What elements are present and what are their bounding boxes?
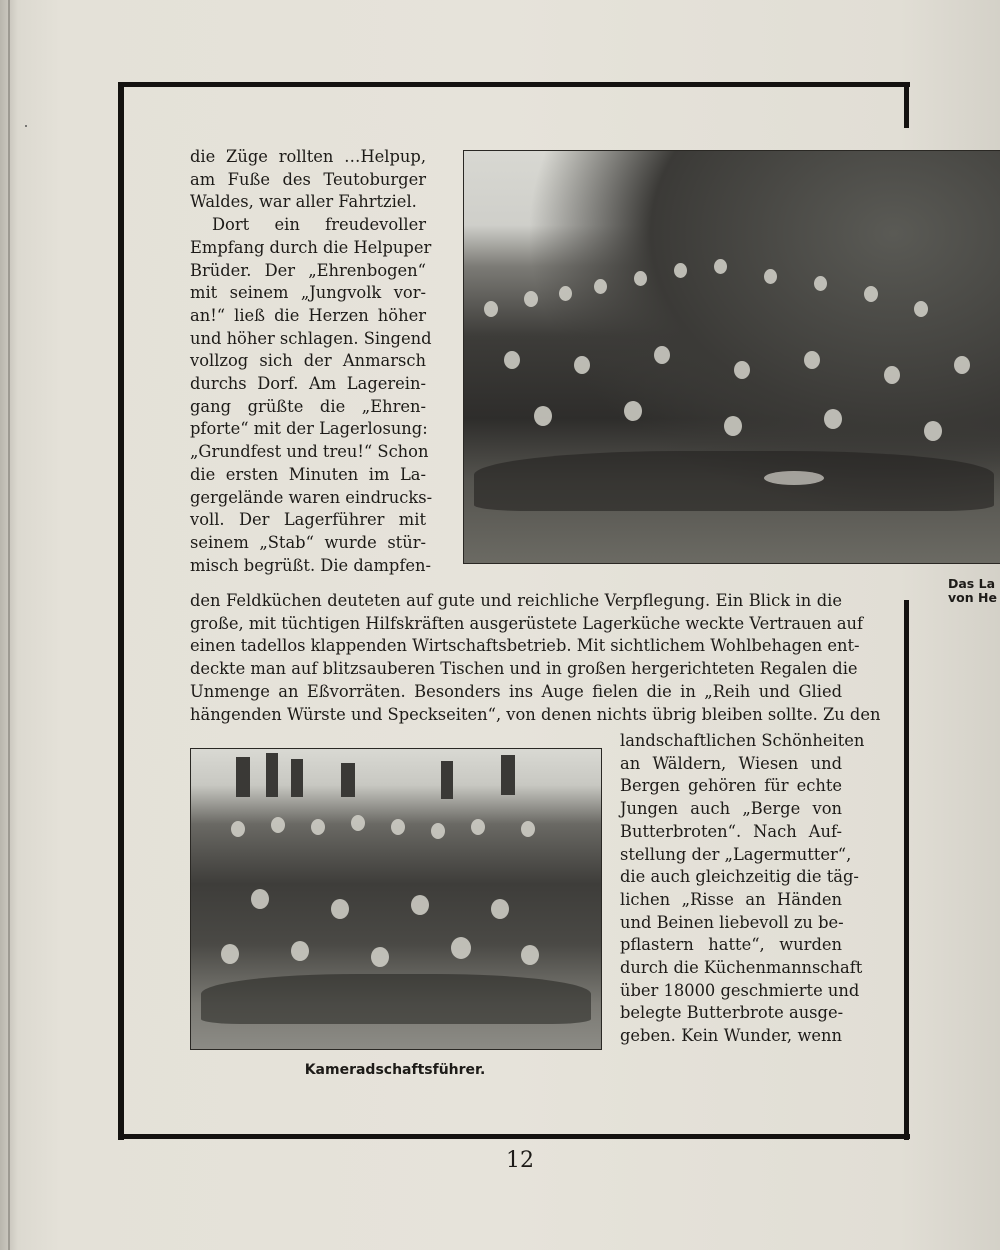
- text-line: Dort ein freudevoller: [212, 215, 426, 235]
- photo-camp-crowd: [463, 150, 1000, 564]
- text-full-width: [190, 590, 881, 726]
- page-number: 12: [506, 1148, 534, 1173]
- text-line: hängenden Würste und Speckseiten“, von denen nichts übrig bleiben sollte. Zu den: [190, 704, 881, 724]
- text-line: deckte man auf blitzsauberen Tischen und in großen hergerichteten Regalen die: [190, 659, 858, 679]
- text-line: Unmenge an Eßvorräten. Besonders ins Auge fielen die in „Reih und Glied: [190, 681, 842, 701]
- text-line: belegte Butterbrote ausge-: [620, 1003, 844, 1023]
- text-line: lichen „Risse an Händen: [620, 889, 842, 909]
- text-right-column: [620, 730, 865, 1048]
- text-line: stellung der „Lagermutter“,: [620, 844, 852, 864]
- text-line: Waldes, war aller Fahrtziel.: [190, 192, 417, 212]
- text-line: und Beinen liebevoll zu be-: [620, 912, 844, 932]
- text-line: Butterbroten“. Nach Auf-: [620, 821, 842, 841]
- text-line: den Feldküchen deuteten auf gute und reichliche Verpflegung. Ein Blick in die: [190, 591, 842, 610]
- text-line: die auch gleichzeitig die täg-: [620, 867, 859, 887]
- text-line: gang grüßte die „Ehren-: [190, 396, 426, 416]
- text-line: durch die Küchenmannschaft: [620, 958, 863, 978]
- text-line: die ersten Minuten im La-: [190, 464, 426, 484]
- text-line: an!“ ließ die Herzen höher: [190, 305, 426, 325]
- frame-rule-right-lower: [904, 600, 909, 1140]
- frame-rule-left: [118, 82, 124, 1140]
- side-caption-line: Das La: [948, 577, 996, 591]
- text-line: Empfang durch die Helpuper: [190, 237, 432, 257]
- photo-caption: Kameradschaftsführer.: [304, 1062, 486, 1078]
- text-line: seinem „Stab“ wurde stür-: [190, 532, 426, 552]
- text-line: pforte“ mit der Lagerlosung:: [190, 419, 428, 439]
- text-left-column: [190, 146, 433, 577]
- text-line: vollzog sich der Anmarsch: [190, 351, 426, 371]
- text-line: an Wäldern, Wiesen und: [620, 753, 842, 773]
- frame-rule-right-upper: [904, 82, 909, 128]
- text-line: mit seinem „Jungvolk vor-: [190, 283, 426, 303]
- text-line: durchs Dorf. Am Lagerein-: [190, 374, 426, 394]
- frame-rule-top: [118, 82, 910, 87]
- binding-edge: [8, 0, 10, 1250]
- text-line: große, mit tüchtigen Hilfskräften ausgerüstete Lagerküche weckte Vertrauen auf: [190, 613, 864, 633]
- text-line: geben. Kein Wunder, wenn: [620, 1026, 842, 1046]
- text-line: gergelände waren eindrucks-: [190, 487, 433, 507]
- side-caption: [948, 577, 1000, 605]
- side-caption-line: von He: [948, 590, 997, 605]
- text-line: am Fuße des Teutoburger: [190, 169, 426, 189]
- text-line: „Grundfest und treu!“ Schon: [190, 442, 429, 462]
- text-line: Jungen auch „Berge von: [620, 799, 842, 819]
- text-line: und höher schlagen. Singend: [190, 328, 432, 348]
- text-line: pflastern hatte“, wurden: [620, 935, 842, 955]
- text-line: voll. Der Lagerführer mit: [190, 510, 426, 530]
- text-line: über 18000 geschmierte und: [620, 980, 860, 1000]
- text-line: die Züge rollten …Helpup,: [190, 147, 426, 166]
- text-line: Brüder. Der „Ehrenbogen“: [190, 260, 426, 280]
- photo-kameradschaftsfuehrer: [190, 748, 602, 1050]
- text-line: misch begrüßt. Die dampfen-: [190, 555, 432, 575]
- text-line: Bergen gehören für echte: [620, 776, 842, 796]
- text-line: landschaftlichen Schönheiten: [620, 731, 865, 750]
- speck-mark: [25, 125, 27, 127]
- frame-rule-bottom: [124, 1134, 910, 1139]
- text-line: einen tadellos klappenden Wirtschaftsbetrieb. Mit sichtlichem Wohlbehagen ent-: [190, 636, 860, 656]
